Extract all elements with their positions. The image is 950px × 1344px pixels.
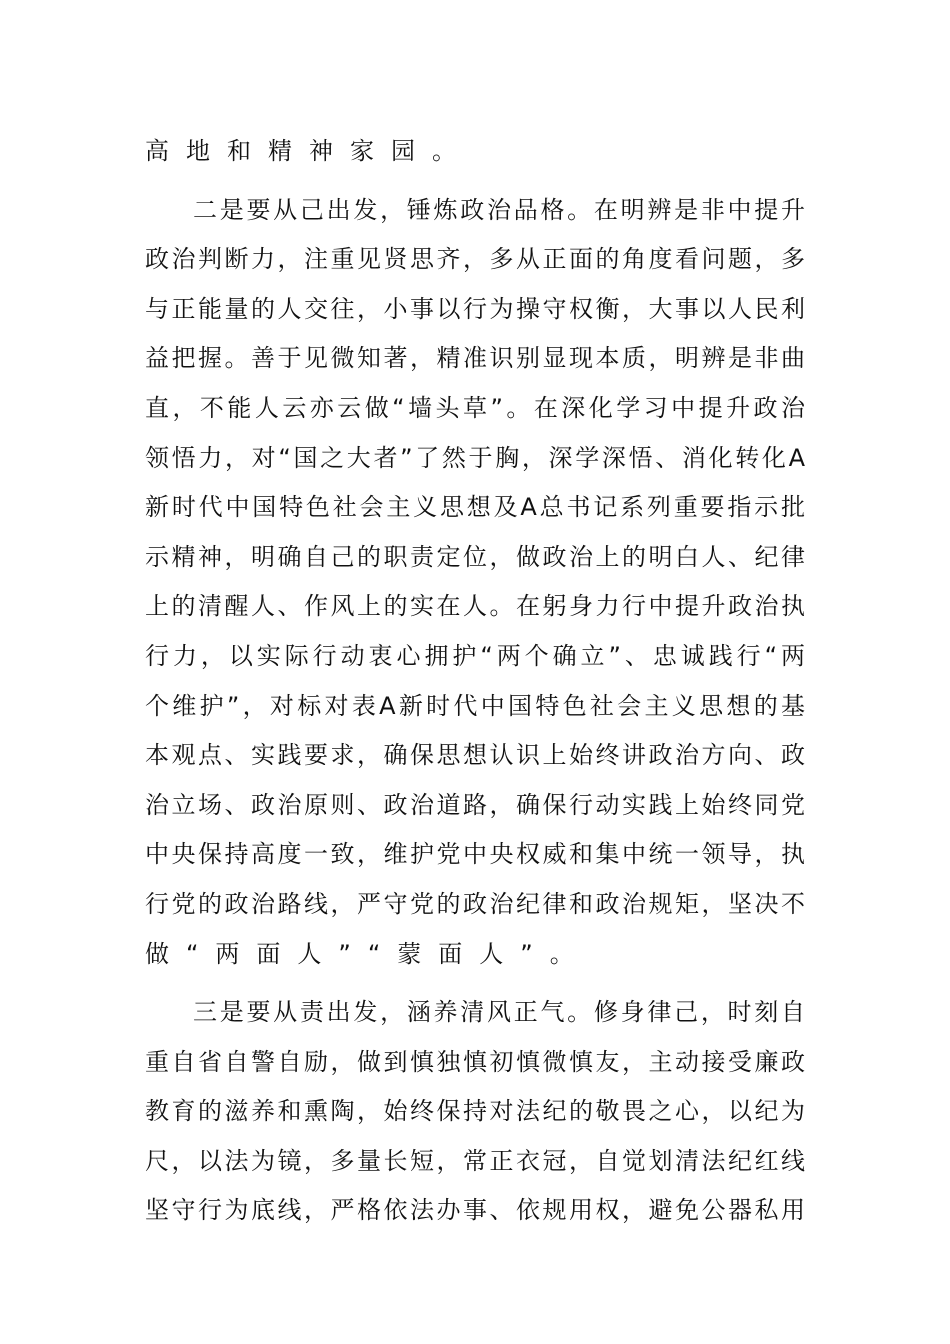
text-line: 做“两面人”“蒙面人”。 [145,939,591,968]
text-line: 本观点、实践要求，确保思想认识上始终讲政治方向、政 [145,741,805,770]
text-line: 教育的滋养和熏陶，始终保持对法纪的敬畏之心，以纪为 [145,1097,805,1126]
text-line: 治立场、政治原则、政治道路，确保行动实践上始终同党 [145,790,805,819]
text-line: 上的清醒人、作风上的实在人。在躬身力行中提升政治执 [145,592,805,621]
text-line: 重自省自警自励，做到慎独慎初慎微慎友，主动接受廉政 [145,1047,805,1076]
paragraph-3 [145,988,805,1236]
text-line: 直，不能人云亦云做“墙头草”。在深化学习中提升政治 [145,393,805,422]
text-line: 高地和精神家园。 [145,137,473,165]
text-line: 领悟力，对“国之大者”了然于胸，深学深悟、消化转化A [145,443,805,472]
text-line: 坚守行为底线，严格依法办事、依规用权，避免公器私用 [145,1196,805,1225]
text-line: 行力，以实际行动衷心拥护“两个确立”、忠诚践行“两 [145,641,805,670]
text-line: 益把握。善于见微知著，精准识别显现本质，明辨是非曲 [145,344,805,373]
paragraph-1-tail [145,127,805,177]
text-line: 尺，以法为镜，多量长短，常正衣冠，自觉划清法纪红线 [145,1146,805,1175]
text-line: 个维护”，对标对表A新时代中国特色社会主义思想的基 [145,691,805,720]
text-line: 三是要从责出发，涵养清风正气。修身律己，时刻自 [193,998,805,1027]
text-line: 新时代中国特色社会主义思想及A总书记系列重要指示批 [145,493,805,522]
text-line: 中央保持高度一致，维护党中央权威和集中统一领导，执 [145,840,805,869]
paragraph-2 [145,186,805,980]
text-line: 政治判断力，注重见贤思齐，多从正面的角度看问题，多 [145,245,805,274]
document-page [145,127,805,1236]
text-line: 行党的政治路线，严守党的政治纪律和政治规矩，坚决不 [145,889,805,918]
text-line: 二是要从己出发，锤炼政治品格。在明辨是非中提升 [193,195,805,224]
text-line: 与正能量的人交往，小事以行为操守权衡，大事以人民利 [145,294,805,323]
text-line: 示精神，明确自己的职责定位，做政治上的明白人、纪律 [145,542,805,571]
